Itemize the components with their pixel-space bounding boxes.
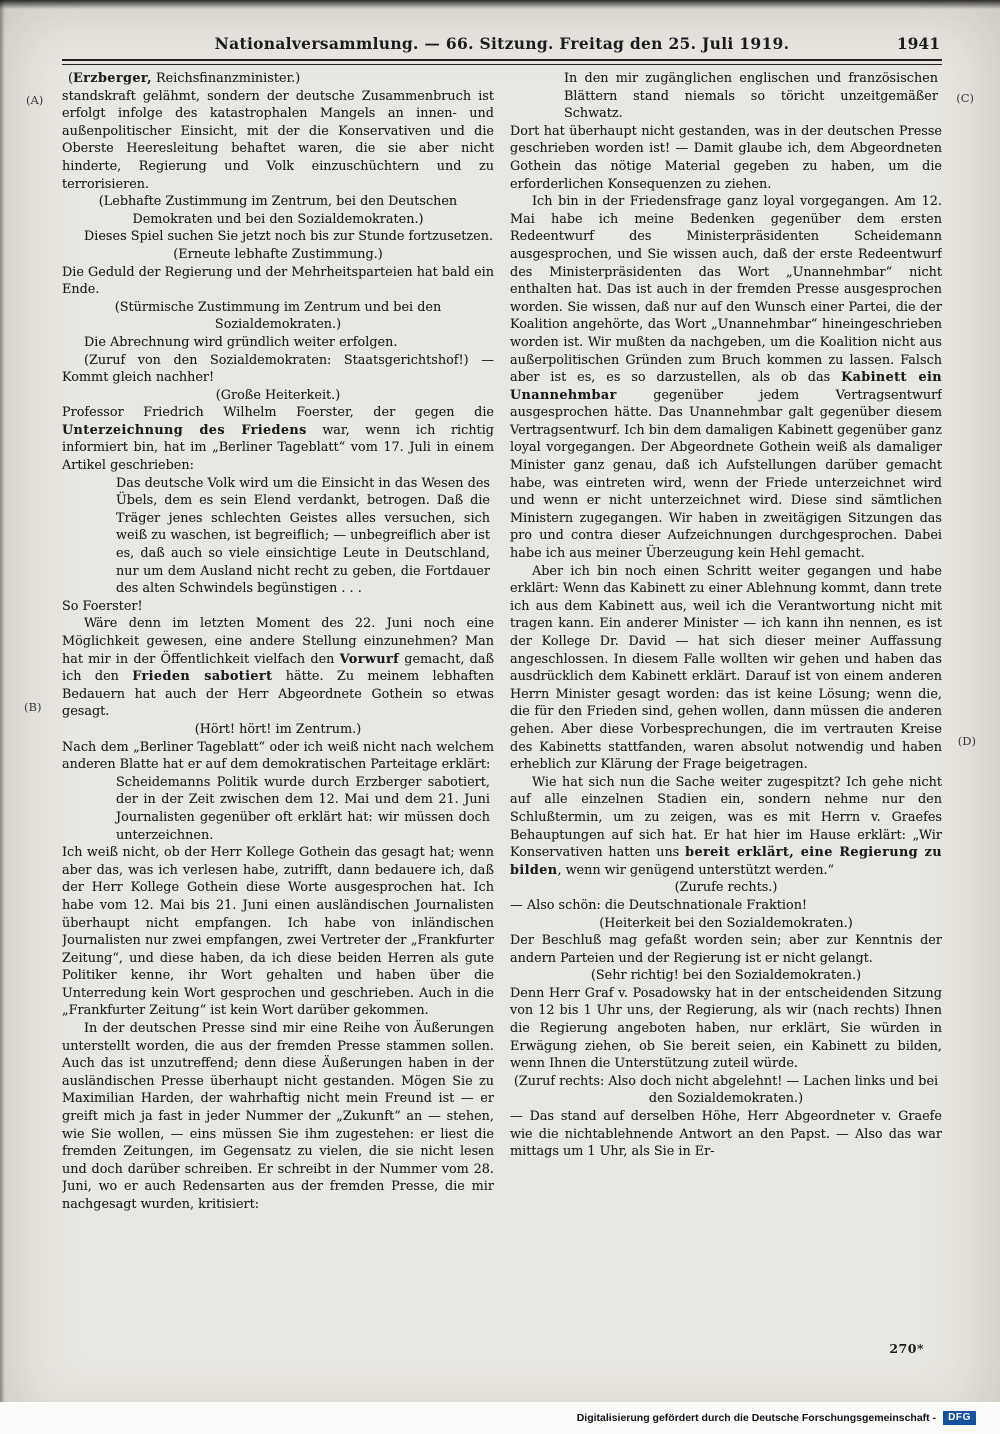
page-header [62,34,942,56]
paragraph: Die Geduld der Regierung und der Mehrheitsparteien hat bald ein Ende. [62,264,494,298]
stage-direction: (Stürmische Zustimmung im Zentrum und bei den Sozialdemokraten.) [114,299,442,333]
left-column [62,70,494,1322]
quoted-passage: Scheidemanns Politik wurde durch Erzberger sabotiert, der in der Zeit zwischen dem 12. Mai und dem 21. Juni Journalisten gegenüber oft erklärt hat: wir müssen doch unterzeichnen. [116,774,490,843]
paragraph: Ich weiß nicht, ob der Herr Kollege Gothein das gesagt hat; wenn aber das, was ich verlesen habe, zutrifft, dann bedauere ich, daß der Herr Kollege Gothein diese Worte ausgesprochen hat. Ich habe vom 12. Mai bis 21. Juni einen ausländischen Journalisten überhaupt nicht empfangen. Ich habe von inländischen Journalisten nur zwei empfangen, zwei Vertreter der „Frankfurter Zeitung“, und diese haben, da ich diese beiden Herren als gute Politiker kenne, ihr Wort gehalten und haben über die Unterredung kein Wort gesprochen und geschrieben. Auch in die „Frankfurter Zeitung“ ist kein Wort darüber gekommen. [62,845,494,1019]
stage-direction: (Zurufe rechts.) [674,880,778,896]
paragraph: Wie hat sich nun die Sache weiter zugespitzt? Ich gehe nicht auf alle einzelnen Stadien ein, sondern nehme nur den Schlußtermin, um zu zeigen, was es mit Herrn v. Graefes Behauptungen auf sich hat. Er hat hier im Hause erklärt: „Wir Konservativen hatten uns bereit erklärt, eine Regierung zu bilden, wenn wir genügend unterstützt werden.“ [510,774,942,878]
scan-edge-left [0,0,5,1404]
paragraph: Denn Herr Graf v. Posadowsky hat in der entscheidenden Sitzung von 12 bis 1 Uhr uns, der Regierung, als wir (nach rechts) Ihnen die Regierung angeboten haben, nur erklärt, Sie würden in Erwägung ziehen, ob Sie bereit seien, ein Kabinett zu bilden, wenn Ihnen die Unterstützung zuteil würde. [510,985,942,1072]
header-title: Nationalversammlung. — 66. Sitzung. Freitag den 25. Juli 1919. [214,34,790,53]
paragraph: Ich bin in der Friedensfrage ganz loyal vorgegangen. Am 12. Mai habe ich meine Bedenken gegenüber dem ersten Redeentwurf des Ministerpräsidenten Scheidemann ausgesprochen, und Sie wissen auch, daß der erste Redeentwurf des Ministerpräsidenten das Wort „Unannehmbar“ nicht enthalten hat. Das ist auch in der fremden Presse ausgesprochen worden. Sie wissen, daß nur auf den Wunsch einer Partei, die der Koalition angehörte, das Wort „Unannehmbar“ hineingeschrieben worden ist. Wir mußten da nachgeben, um die Koalition nicht aus außerpolitischen Gründen zum Bruch kommen zu lassen. Falsch aber ist es, es so darzustellen, als ob das Kabinett ein Unannehmbar gegenüber jedem Vertragsentwurf ausgesprochen hätte. Das Unannehmbar galt gegenüber diesem Vertragsentwurf. Ich bin dem damaligen Kabinett gegenüber ganz loyal vorgegangen. Der Abgeordnete Gothein weiß als damaliger Minister ganz genau, daß ich Aufstellungen darüber gemacht habe, was eintreten wird, wenn der Friede unterzeichnet wird und wenn er nicht unterzeichnet wird. Diese sind sämtlichen Ministern zugegangen. Wir haben in zweitägigen Sitzungen das pro und contra dieser Aufzeichnungen durchgesprochen. Dabei habe ich aus meiner Überzeugung kein Hehl gemacht. [510,194,942,562]
stage-direction: (Erneute lebhafte Zustimmung.) [173,246,383,262]
dfg-logo: DFG [943,1411,976,1425]
paragraph: — Das stand auf derselben Höhe, Herr Abgeordneter v. Graefe wie die nichtablehnende Antwort an den Papst. — Also das war mittags um 1 Uhr, als Sie in Er- [510,1109,942,1160]
text-columns [62,70,942,1322]
signature-mark: 270* [889,1341,924,1356]
margin-label-d: (D) [957,734,976,748]
paragraph: (Zuruf von den Sozialdemokraten: Staatsgerichtshof!) — Kommt gleich nachher! [62,352,494,386]
paragraph: Dort hat überhaupt nicht gestanden, was in der deutschen Presse geschrieben worden ist! — Damit glaube ich, dem Abgeordneten Gothein das nötige Material gegeben zu haben, um die erforderlichen Konsequenzen zu ziehen. [510,123,942,192]
paragraph: standskraft gelähmt, sondern der deutsche Zusammenbruch ist erfolgt infolge des katastrophalen Mangels an innen- und außenpolitischer Einsicht, mit der die Konservativen und die Oberste Heeresleitung behaftet waren, die sie aber nicht hinderte, Regierung und Volk einzuschüchtern und zu terrorisieren. [62,88,494,192]
quoted-passage: In den mir zugänglichen englischen und französischen Blättern stand niemals so töricht unzeitgemäßer Schwatz. [564,71,938,122]
digitization-footer [0,1402,1000,1434]
paragraph: — Also schön: die Deutschnationale Fraktion! [510,897,808,913]
scan-edge-top [0,0,1000,9]
margin-label-a: (A) [26,93,44,107]
paragraph: Nach dem „Berliner Tageblatt“ oder ich weiß nicht nach welchem anderen Blatte hat er auf dem demokratischen Parteitage erklärt: [62,739,494,773]
stage-direction: (Hört! hört! im Zentrum.) [194,721,362,737]
stage-direction: (Heiterkeit bei den Sozialdemokraten.) [599,915,853,931]
right-column [510,70,942,1322]
paragraph: Dieses Spiel suchen Sie jetzt noch bis zur Stunde fortzusetzen. [84,229,494,245]
page-number: 1941 [896,34,940,53]
stage-direction: (Sehr richtig! bei den Sozialdemokraten.) [590,968,862,984]
paragraph: Professor Friedrich Wilhelm Foerster, der gegen die Unterzeichnung des Friedens war, wenn ich richtig informiert bin, hat im „Berliner Tageblatt“ vom 17. Juli in einem Artikel geschrieben: [62,405,494,474]
paragraph: Aber ich bin noch einen Schritt weiter gegangen und habe erklärt: Wenn das Kabinett zu einer Ablehnung kommt, dann trete ich aus dem Kabinett aus, weil ich die Verantwortung nicht mit tragen kann. Ein anderer Minister — ich kann ihn nennen, es ist der Kollege Dr. David — hat sich dieser meiner Auffassung angeschlossen. In diesem Falle wollten wir gehen und haben das ausdrücklich dem Kabinett erklärt. Darauf ist von einem anderen Herrn Minister gesagt worden: das ist keine Lösung; wenn die, die für den Frieden sind, gehen wollen, dann müssen die anderen gehen. Aber diese Vorbesprechungen, die im vertrauten Kreise des Kabinetts stattfanden, waren absolut notwendig und haben erheblich zur Klärung der Frage beigetragen. [510,563,942,773]
margin-label-b: (B) [24,700,42,714]
stage-direction: (Zuruf rechts: Also doch nicht abgelehnt! — Lachen links und bei den Sozialdemokraten.) [513,1073,939,1107]
header-rule [62,59,942,65]
paragraph: Wäre denn im letzten Moment des 22. Juni noch eine Möglichkeit gewesen, eine andere Stellung einzunehmen? Man hat mir in der Öffentlichkeit vielfach den Vorwurf gemacht, daß ich den Frieden sabotiert hätte. Zu meinem lebhaften Bedauern hat auch der Herr Abgeordnete Gothein so etwas gesagt. [62,616,494,720]
speaker-label: (Erzberger, Reichsfinanzminister.) [68,71,301,86]
quoted-passage: Das deutsche Volk wird um die Einsicht in das Wesen des Übels, dem es sein Elend verdankt, betrogen. Daß die Träger jenes schlechten Geistes alles versuchen, sich weiß zu waschen, ist begreiflich; — unbegreiflich aber ist es, daß auch so viele einsichtige Leute in Deutschland, nur um dem Ausland nicht recht zu geben, die Fortdauer des alten Schwindels begünstigen . . . [116,475,490,597]
paragraph: Der Beschluß mag gefaßt worden sein; aber zur Kenntnis der andern Parteien und der Regierung ist er nicht gelangt. [510,933,942,966]
stage-direction: (Große Heiterkeit.) [215,387,341,403]
margin-label-c: (C) [956,91,974,105]
stage-direction: (Lebhafte Zustimmung im Zentrum, bei den Deutschen Demokraten und bei den Sozialdemokraten.) [98,194,458,227]
digitization-credit: Digitalisierung gefördert durch die Deutsche Forschungsgemeinschaft - [576,1412,937,1424]
paragraph: So Foerster! [62,598,143,614]
paragraph: Die Abrechnung wird gründlich weiter erfolgen. [84,334,398,350]
paragraph: In der deutschen Presse sind mir eine Reihe von Äußerungen unterstellt worden, die aus der fremden Presse stammen sollen. Auch das ist unzutreffend; denn diese Äußerungen haben in der ausländischen Presse überhaupt nicht gestanden. Mögen Sie zu Maximilian Harden, der wahrhaftig nicht mein Freund ist — er greift mich ja fast in jeder Nummer der „Zukunft“ an — stehen, wie Sie wollen, — eins müssen Sie ihm zugestehen: er liest die fremden Zeitungen, im Gegensatz zu vielen, die sie nicht lesen und doch darüber schreiben. Er schreibt in der Nummer vom 28. Juni, wo er auch Redensarten aus der fremden Presse, die mir nachgesagt wurden, kritisiert: [62,1021,494,1212]
